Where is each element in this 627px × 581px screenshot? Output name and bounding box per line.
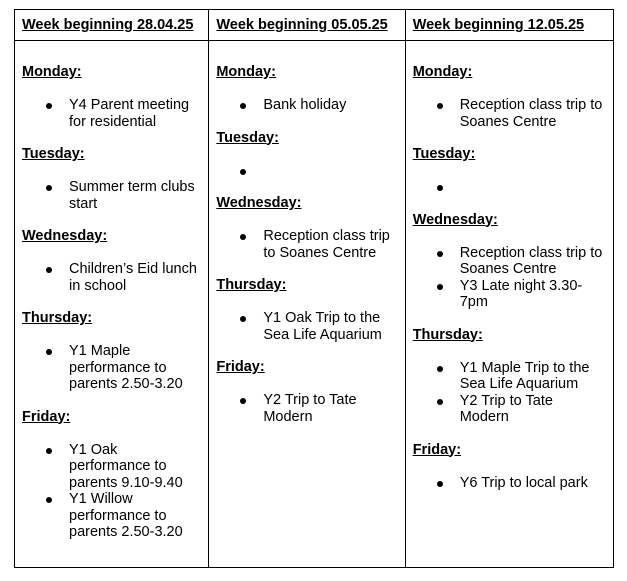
week-column bbox=[209, 10, 405, 567]
event-item bbox=[216, 392, 397, 425]
event-item bbox=[22, 97, 201, 130]
event-item bbox=[22, 343, 201, 393]
week-column bbox=[406, 10, 613, 567]
event-item bbox=[22, 442, 201, 492]
event-list bbox=[413, 360, 606, 426]
week-column bbox=[15, 10, 209, 567]
bullet-icon bbox=[46, 103, 52, 109]
bullet-icon bbox=[46, 349, 52, 355]
day-label: Monday: bbox=[412, 64, 473, 80]
event-text: Reception class trip to Soanes Centre bbox=[459, 97, 603, 130]
event-text: Reception class trip to Soanes Centre bbox=[263, 228, 390, 261]
event-item bbox=[22, 491, 201, 541]
event-text: Y1 Oak Trip to the Sea Life Aquarium bbox=[263, 310, 382, 343]
event-list bbox=[22, 442, 201, 541]
event-item bbox=[413, 475, 606, 492]
bullet-icon bbox=[437, 284, 443, 290]
day-label: Wednesday: bbox=[22, 228, 108, 244]
event-item bbox=[413, 245, 606, 278]
events-table bbox=[14, 9, 614, 568]
event-item bbox=[413, 360, 606, 393]
event-text: Y2 Trip to Tate Modern bbox=[263, 392, 357, 425]
day-label: Wednesday: bbox=[216, 195, 302, 211]
event-text: Y1 Willow performance to parents 2.50-3.20 bbox=[69, 491, 183, 540]
day-label: Tuesday: bbox=[412, 146, 476, 162]
event-list bbox=[216, 163, 397, 180]
bullet-icon bbox=[437, 366, 443, 372]
event-list bbox=[413, 179, 606, 196]
event-item bbox=[216, 310, 397, 343]
event-text: Y4 Parent meeting for residential bbox=[69, 97, 190, 130]
day-label: Tuesday: bbox=[216, 129, 279, 146]
bullet-icon bbox=[46, 185, 52, 191]
event-list bbox=[22, 261, 201, 294]
event-list bbox=[216, 310, 397, 343]
bullet-icon bbox=[437, 481, 443, 487]
week-schedule bbox=[15, 41, 208, 541]
bullet-icon bbox=[437, 251, 443, 257]
event-text: Reception class trip to Soanes Centre bbox=[459, 244, 603, 277]
event-text: Y2 Trip to Tate Modern bbox=[459, 392, 553, 425]
day-label: Tuesday: bbox=[22, 146, 85, 162]
day-label: Wednesday: bbox=[412, 211, 498, 228]
event-item bbox=[216, 97, 397, 114]
event-text: Y3 Late night 3.30-7pm bbox=[459, 277, 583, 310]
event-list bbox=[413, 245, 606, 311]
bullet-icon bbox=[437, 185, 443, 191]
bullet-icon bbox=[240, 234, 246, 240]
event-list bbox=[413, 475, 606, 492]
event-list bbox=[216, 392, 397, 425]
bullet-icon bbox=[46, 448, 52, 454]
event-text: Children’s Eid lunch in school bbox=[69, 261, 197, 294]
bullet-icon bbox=[437, 399, 443, 405]
event-item bbox=[22, 179, 201, 212]
event-item bbox=[413, 393, 606, 426]
week-heading: Week beginning 28.04.25 bbox=[15, 10, 208, 41]
event-list bbox=[22, 97, 201, 130]
event-item bbox=[413, 179, 606, 196]
event-item bbox=[216, 228, 397, 261]
event-item bbox=[216, 163, 397, 180]
bullet-icon bbox=[240, 316, 246, 322]
event-text: Y6 Trip to local park bbox=[459, 474, 588, 491]
bullet-icon bbox=[46, 497, 52, 503]
event-list bbox=[413, 97, 606, 130]
day-label: Thursday: bbox=[216, 277, 287, 293]
event-item bbox=[22, 261, 201, 294]
bullet-icon bbox=[240, 103, 246, 109]
event-text: Bank holiday bbox=[263, 97, 347, 113]
day-label: Thursday: bbox=[412, 326, 483, 343]
week-heading: Week beginning 12.05.25 bbox=[406, 10, 613, 41]
event-text: Summer term clubs start bbox=[69, 179, 195, 212]
bullet-icon bbox=[240, 398, 246, 404]
week-schedule bbox=[209, 41, 404, 425]
event-item bbox=[413, 97, 606, 130]
week-schedule bbox=[406, 41, 613, 491]
event-text: Y1 Maple Trip to the Sea Life Aquarium bbox=[459, 359, 590, 392]
week-heading: Week beginning 05.05.25 bbox=[209, 10, 404, 41]
day-label: Monday: bbox=[22, 64, 82, 80]
event-item bbox=[413, 278, 606, 311]
event-list bbox=[22, 343, 201, 393]
event-list bbox=[216, 228, 397, 261]
event-text: Y1 Maple performance to parents 2.50-3.20 bbox=[69, 343, 183, 392]
day-label: Friday: bbox=[216, 359, 265, 375]
bullet-icon bbox=[437, 103, 443, 109]
day-label: Thursday: bbox=[22, 310, 93, 326]
day-label: Friday: bbox=[412, 441, 462, 458]
bullet-icon bbox=[240, 169, 246, 175]
day-label: Monday: bbox=[216, 64, 276, 80]
event-list bbox=[216, 97, 397, 114]
bullet-icon bbox=[46, 267, 52, 273]
day-label: Friday: bbox=[22, 408, 71, 425]
event-text: Y1 Oak performance to parents 9.10-9.40 bbox=[69, 441, 183, 491]
event-list bbox=[22, 179, 201, 212]
